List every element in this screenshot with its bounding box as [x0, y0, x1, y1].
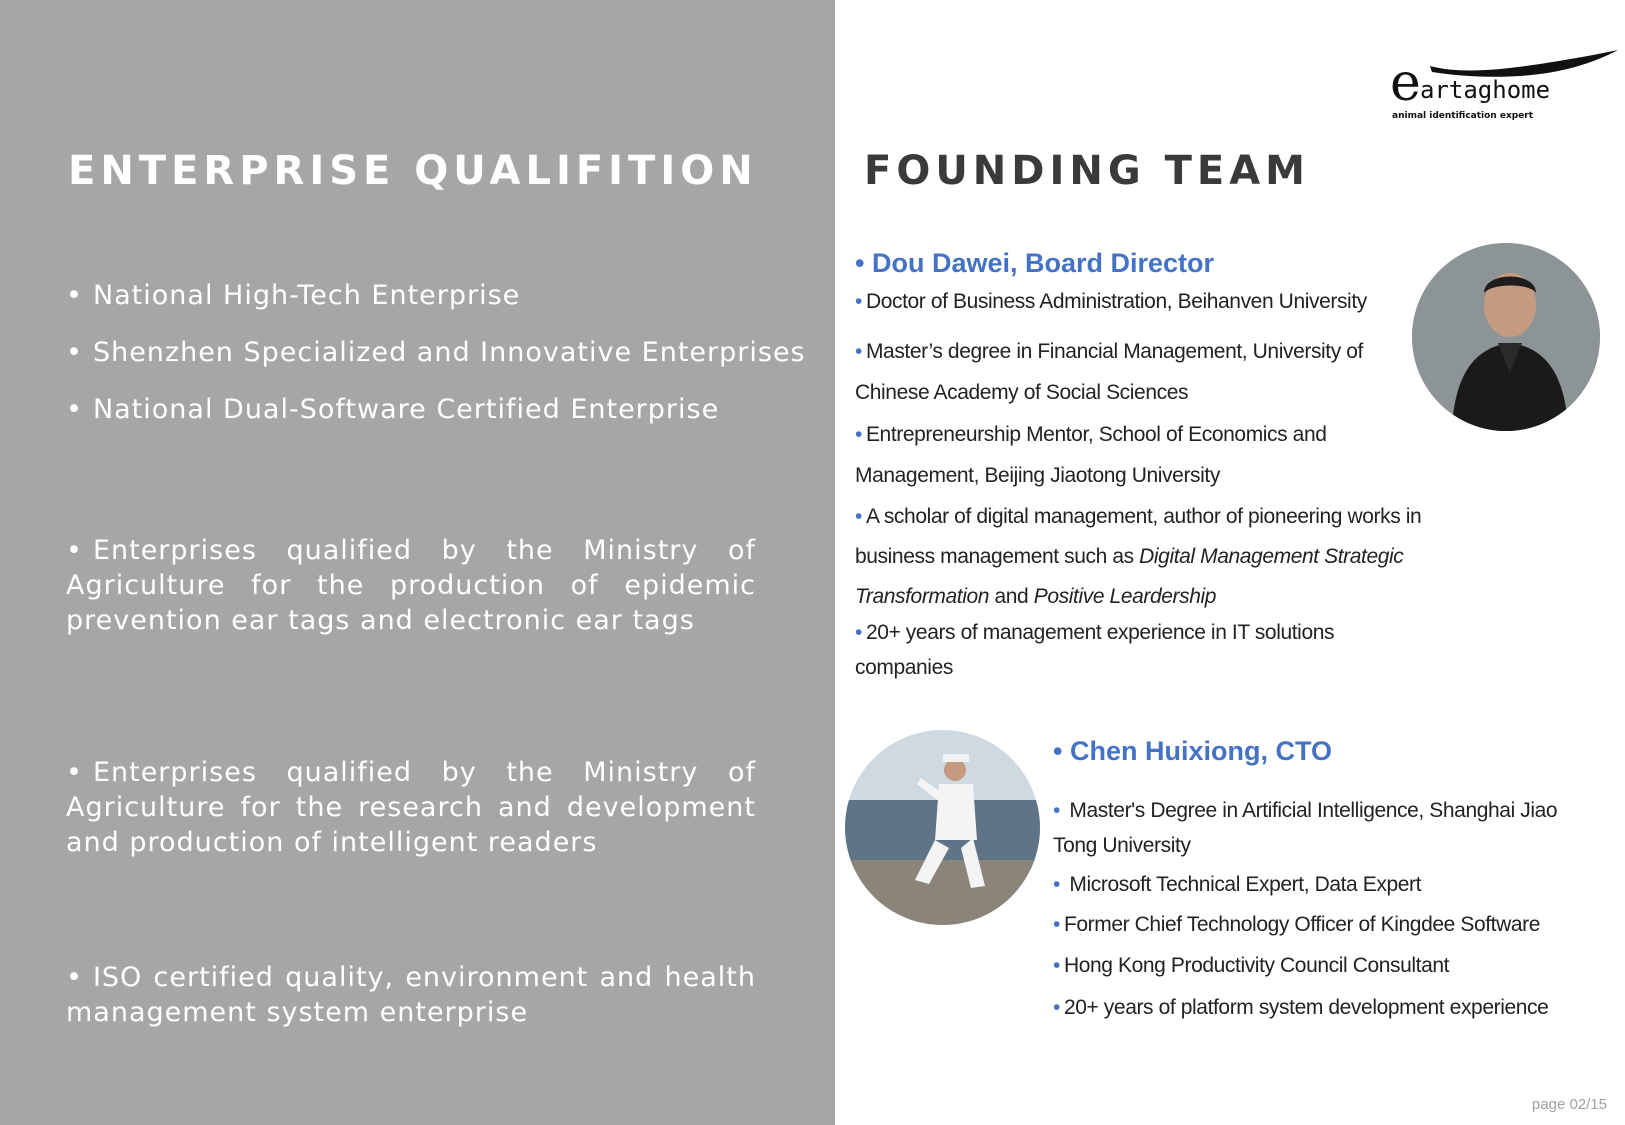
enterprise-qualification-heading: ENTERPRISE QUALIFITION: [68, 148, 758, 194]
person2-detail: • Master's Degree in Artificial Intelligence, Shanghai Jiao Tong University: [1053, 799, 1558, 857]
qualification-item: • National Dual-Software Certified Enterprise: [66, 394, 720, 425]
book-title-positive-leadership: Positive Leardership: [1033, 585, 1217, 608]
person2-portrait-image: [845, 730, 1040, 925]
logo-letter: e: [1390, 53, 1421, 113]
person1-portrait-image: [1412, 243, 1600, 431]
person1-detail: • Master’s degree in Financial Management, University of Chinese Academy of Social Sciences: [855, 340, 1363, 404]
qualification-item: • National High-Tech Enterprise: [66, 280, 521, 311]
qualification-item: • Shenzhen Specialized and Innovative Enterprises: [66, 337, 806, 368]
founding-team-heading: FOUNDING TEAM: [864, 148, 1310, 194]
person1-detail: • Doctor of Business Administration, Beihanven University: [855, 290, 1367, 313]
person2-detail: • Microsoft Technical Expert, Data Expert: [1053, 873, 1422, 896]
page-number: page 02/15: [1531, 1096, 1607, 1113]
qualification-item: • Enterprises qualified by the Ministry of Agriculture for the production of epidemic prevention ear tags and electronic ear tags: [66, 535, 756, 636]
person2-name: • Chen Huixiong, CTO: [1053, 736, 1332, 766]
person2-detail: • Former Chief Technology Officer of Kingdee Software: [1053, 913, 1541, 936]
person2-photo: [845, 730, 1040, 925]
person2-detail: • 20+ years of platform system development experience: [1053, 996, 1549, 1019]
logo-brushstroke-graphic: [1390, 48, 1620, 128]
logo-brand-text: artaghome: [1420, 76, 1551, 104]
logo: [1390, 48, 1620, 128]
qualification-item: • Enterprises qualified by the Ministry of Agriculture for the research and development and production of intelligent readers: [66, 757, 756, 858]
person1-detail: • 20+ years of management experience in IT solutions companies: [855, 621, 1335, 679]
logo-tagline: animal identification expert: [1392, 111, 1534, 121]
person1-photo: [1412, 243, 1600, 431]
person1-name: • Dou Dawei, Board Director: [855, 248, 1215, 278]
book-title-digital-management: Digital Management Strategic Transformation: [855, 545, 1404, 608]
person1-detail: • Entrepreneurship Mentor, School of Economics and Management, Beijing Jiaotong University: [855, 423, 1327, 487]
qualification-item: • ISO certified quality, environment and health management system enterprise: [66, 962, 756, 1028]
person2-detail: • Hong Kong Productivity Council Consultant: [1053, 954, 1450, 977]
person1-detail: • A scholar of digital management, author of pioneering works in business management such as Digital Management Strategic Transformation and Positive Leardership: [855, 505, 1422, 608]
